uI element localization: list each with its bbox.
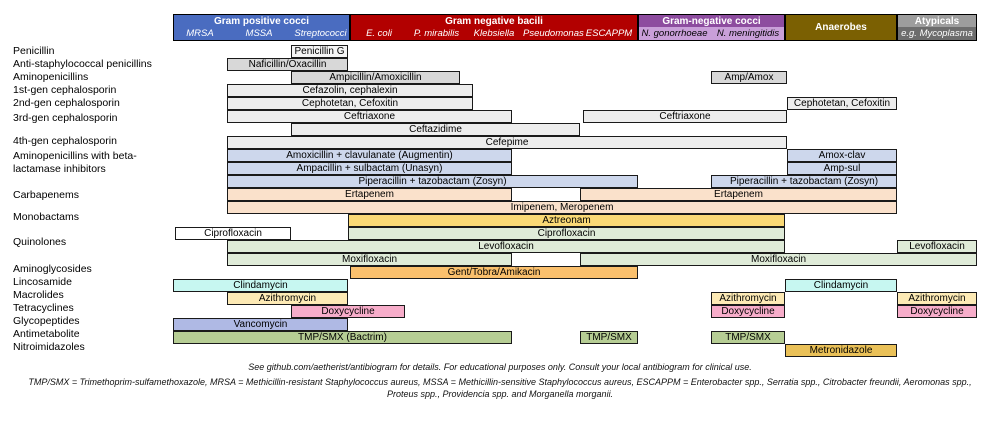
bar-moxifloxacin: Moxifloxacin (227, 253, 512, 266)
column-label-mrsa: MRSA (186, 28, 214, 39)
bar-levofloxacin: Levofloxacin (897, 240, 977, 253)
row-label-glycopeptides: Glycopeptides (13, 315, 80, 327)
row-label-aminopenicillins-with-beta-lactamase-inhibitors: Aminopenicillins with beta-lactamase inhibitors (13, 150, 137, 175)
row-label-tetracyclines: Tetracyclines (13, 302, 74, 314)
column-label-n-meningitidis: N. meningitidis (716, 28, 780, 39)
bar-cefazolin-cephalexin: Cefazolin, cephalexin (227, 84, 473, 97)
bar-ciprofloxacin: Ciprofloxacin (348, 227, 785, 240)
bar-doxycycline: Doxycycline (291, 305, 405, 318)
column-label-klebsiella: Klebsiella (473, 28, 515, 39)
group-header-gram-negative-bacili: Gram negative bacili (350, 14, 638, 28)
row-label-3rd-gen-cephalosporin: 3rd-gen cephalosporin (13, 112, 118, 124)
bar-doxycycline: Doxycycline (711, 305, 785, 318)
group-header-gram-negative-cocci: Gram-negative cocci (638, 14, 785, 28)
bar-cefepime: Cefepime (227, 136, 787, 149)
bar-azithromycin: Azithromycin (897, 292, 977, 305)
bar-piperacillin-tazobactam-zosyn: Piperacillin + tazobactam (Zosyn) (711, 175, 897, 188)
row-label-4th-gen-cephalosporin: 4th-gen cephalosporin (13, 135, 117, 147)
bar-vancomycin: Vancomycin (173, 318, 348, 331)
bar-ciprofloxacin: Ciprofloxacin (175, 227, 291, 240)
bar-tmp-smx: TMP/SMX (580, 331, 638, 344)
bar-imipenem-meropenem: Imipenem, Meropenem (227, 201, 897, 214)
bar-ceftriaxone: Ceftriaxone (227, 110, 512, 123)
group-header-anaerobes: Anaerobes (785, 14, 897, 41)
column-label-pseudomonas: Pseudomonas (523, 28, 584, 39)
bar-aztreonam: Aztreonam (348, 214, 785, 227)
column-label-e-coli: E. coli (366, 28, 392, 39)
bar-naficillin-oxacillin: Naficillin/Oxacillin (227, 58, 348, 71)
bar-metronidazole: Metronidazole (785, 344, 897, 357)
bar-ertapenem: Ertapenem (580, 188, 897, 201)
column-label-n-gonorrhoeae: N. gonorrhoeae (641, 28, 708, 39)
row-label-anti-staphylococcal-penicillins: Anti-staphylococcal penicillins (13, 58, 152, 70)
bar-ceftriaxone: Ceftriaxone (583, 110, 787, 123)
bar-piperacillin-tazobactam-zosyn: Piperacillin + tazobactam (Zosyn) (227, 175, 638, 188)
row-label-carbapenems: Carbapenems (13, 189, 79, 201)
bar-moxifloxacin: Moxifloxacin (580, 253, 977, 266)
row-label-aminoglycosides: Aminoglycosides (13, 263, 92, 275)
row-label-aminopenicillins: Aminopenicillins (13, 71, 89, 83)
group-header-atypicals: Atypicals (897, 14, 977, 28)
footer-abbreviations: TMP/SMX = Trimethoprim-sulfamethoxazole, MRSA = Methicillin-resistant Staphylococcus aureus, MSSA = Methicillin-sensitive Staphylococcus aureus, ESCAPPM = Enterobacter spp., Serratia spp., Citrobacter freundii, Aeromonas spp., Proteus spp., Providencia spp. and Morganella morganii. (28, 377, 972, 400)
bar-amp-amox: Amp/Amox (711, 71, 787, 84)
bar-ampacillin-sulbactam-unasyn: Ampacillin + sulbactam (Unasyn) (227, 162, 512, 175)
row-label-antimetabolite: Antimetabolite (13, 328, 80, 340)
column-label-mssa: MSSA (245, 28, 273, 39)
bar-azithromycin: Azithromycin (227, 292, 348, 305)
bar-tmp-smx-bactrim: TMP/SMX (Bactrim) (173, 331, 512, 344)
row-label-macrolides: Macrolides (13, 289, 64, 301)
bar-amox-clav: Amox-clav (787, 149, 897, 162)
bar-ampicillin-amoxicillin: Ampicillin/Amoxicillin (291, 71, 460, 84)
bar-clindamycin: Clindamycin (173, 279, 348, 292)
column-label-escappm: ESCAPPM (585, 28, 633, 39)
row-label-monobactams: Monobactams (13, 211, 79, 223)
row-label-1st-gen-cephalosporin: 1st-gen cephalosporin (13, 84, 117, 96)
group-header-gram-positive-cocci: Gram positive cocci (173, 14, 350, 28)
bar-tmp-smx: TMP/SMX (711, 331, 785, 344)
bar-cephotetan-cefoxitin: Cephotetan, Cefoxitin (787, 97, 897, 110)
row-label-penicillin: Penicillin (13, 45, 55, 57)
bar-amoxicillin-clavulanate-augmentin: Amoxicillin + clavulanate (Augmentin) (227, 149, 512, 162)
bar-amp-sul: Amp-sul (787, 162, 897, 175)
row-label-nitroimidazoles: Nitroimidazoles (13, 341, 85, 353)
footer-disclaimer: See github.com/aetherist/antibiogram for details. For educational purposes only. Consult your local antibiogram for clinical use. (248, 362, 752, 372)
bar-doxycycline: Doxycycline (897, 305, 977, 318)
bar-ertapenem: Ertapenem (227, 188, 512, 201)
column-label-p-mirabilis: P. mirabilis (413, 28, 460, 39)
bar-levofloxacin: Levofloxacin (227, 240, 785, 253)
bar-ceftazidime: Ceftazidime (291, 123, 580, 136)
row-label-quinolones: Quinolones (13, 236, 67, 248)
bar-gent-tobra-amikacin: Gent/Tobra/Amikacin (350, 266, 638, 279)
row-label-2nd-gen-cephalosporin: 2nd-gen cephalosporin (13, 97, 120, 109)
column-label-e-g-mycoplasma: e.g. Mycoplasma (901, 28, 973, 39)
column-label-streptococci: Streptococci (294, 28, 347, 39)
bar-penicillin-g: Penicillin G (291, 45, 348, 58)
bar-azithromycin: Azithromycin (711, 292, 785, 305)
row-label-lincosamide: Lincosamide (13, 276, 72, 288)
bar-clindamycin: Clindamycin (785, 279, 897, 292)
bar-cephotetan-cefoxitin: Cephotetan, Cefoxitin (227, 97, 473, 110)
